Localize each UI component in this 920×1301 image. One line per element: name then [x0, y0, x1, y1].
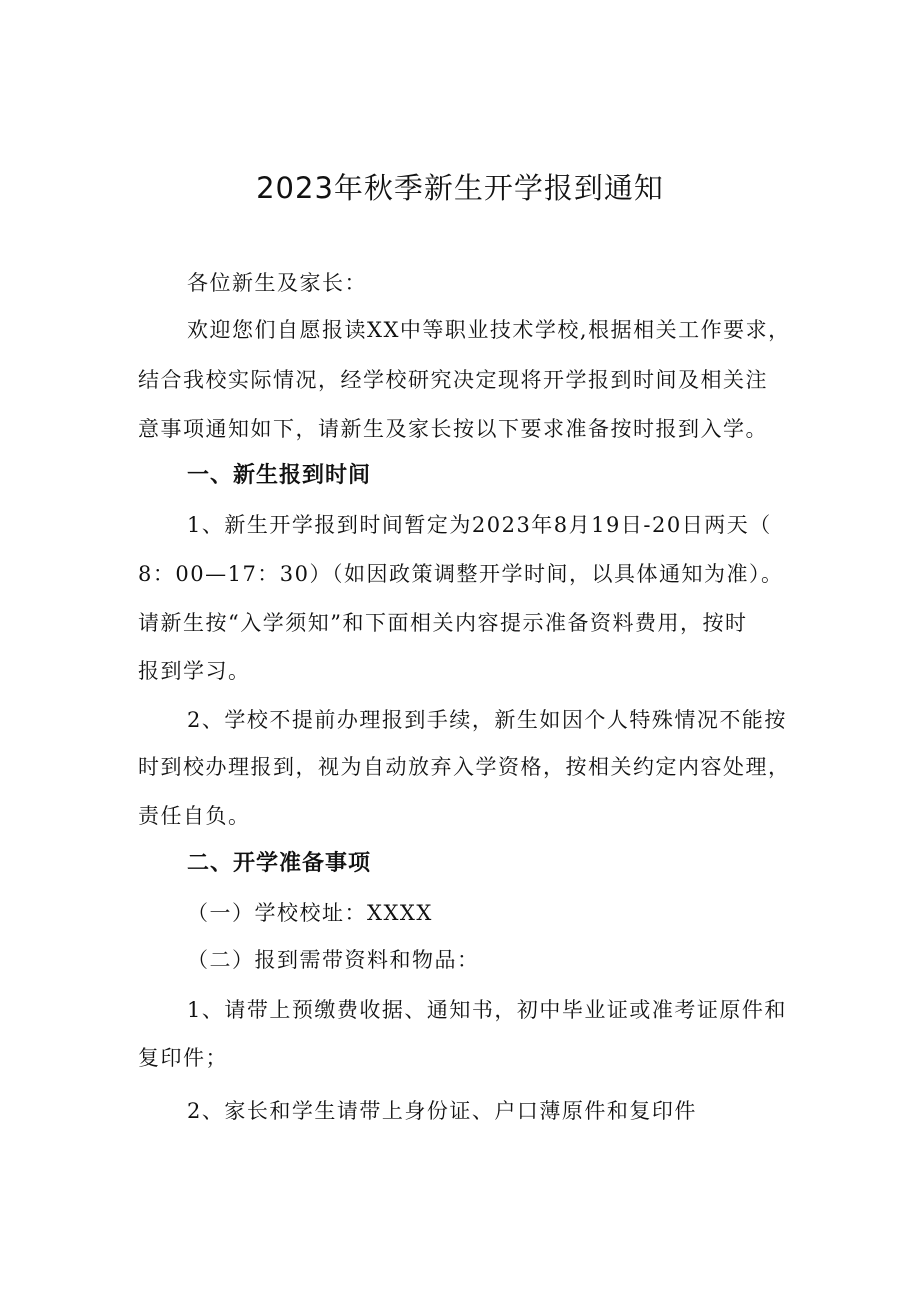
materials-heading: （二）报到需带资料和物品： [187, 948, 480, 972]
section1-item2-line: 时到校办理报到，视为自动放弃入学资格，按相关约定内容处理， [138, 755, 791, 779]
section2-item2-line: 2、家长和学生请带上身份证、户口薄原件和复印件 [187, 1099, 697, 1123]
salutation: 各位新生及家长： [187, 271, 367, 295]
section1-item1-line: 报到学习。 [138, 659, 251, 683]
section1-item2-line: 责任自负。 [138, 804, 251, 828]
intro-line: 欢迎您们自愿报读XX中等职业技术学校,根据相关工作要求， [187, 318, 791, 342]
section1-item1-line: 请新生按“入学须知”和下面相关内容提示准备资料费用，按时 [138, 611, 748, 635]
section1-item1-line: 8：00—17：30）（如因政策调整开学时间，以具体通知为准）。 [138, 562, 784, 586]
school-address: （一）学校校址：XXXX [187, 901, 433, 925]
intro-line: 意事项通知如下，请新生及家长按以下要求准备按时报到入学。 [138, 417, 768, 441]
section2-item1-line: 复印件； [138, 1046, 228, 1070]
section1-item1-line: 1、新生开学报到时间暂定为2023年8月19日-20日两天（ [187, 513, 772, 537]
section2-item1-line: 1、请带上预缴费收据、通知书，初中毕业证或准考证原件和 [187, 998, 787, 1022]
intro-line: 结合我校实际情况，经学校研究决定现将开学报到时间及相关注 [138, 368, 768, 392]
page-title: 2023年秋季新生开学报到通知 [256, 171, 664, 205]
section2-heading: 二、开学准备事项 [187, 851, 372, 876]
section1-item2-line: 2、学校不提前办理报到手续，新生如因个人特殊情况不能按 [187, 708, 787, 732]
section1-heading: 一、新生报到时间 [187, 463, 372, 488]
